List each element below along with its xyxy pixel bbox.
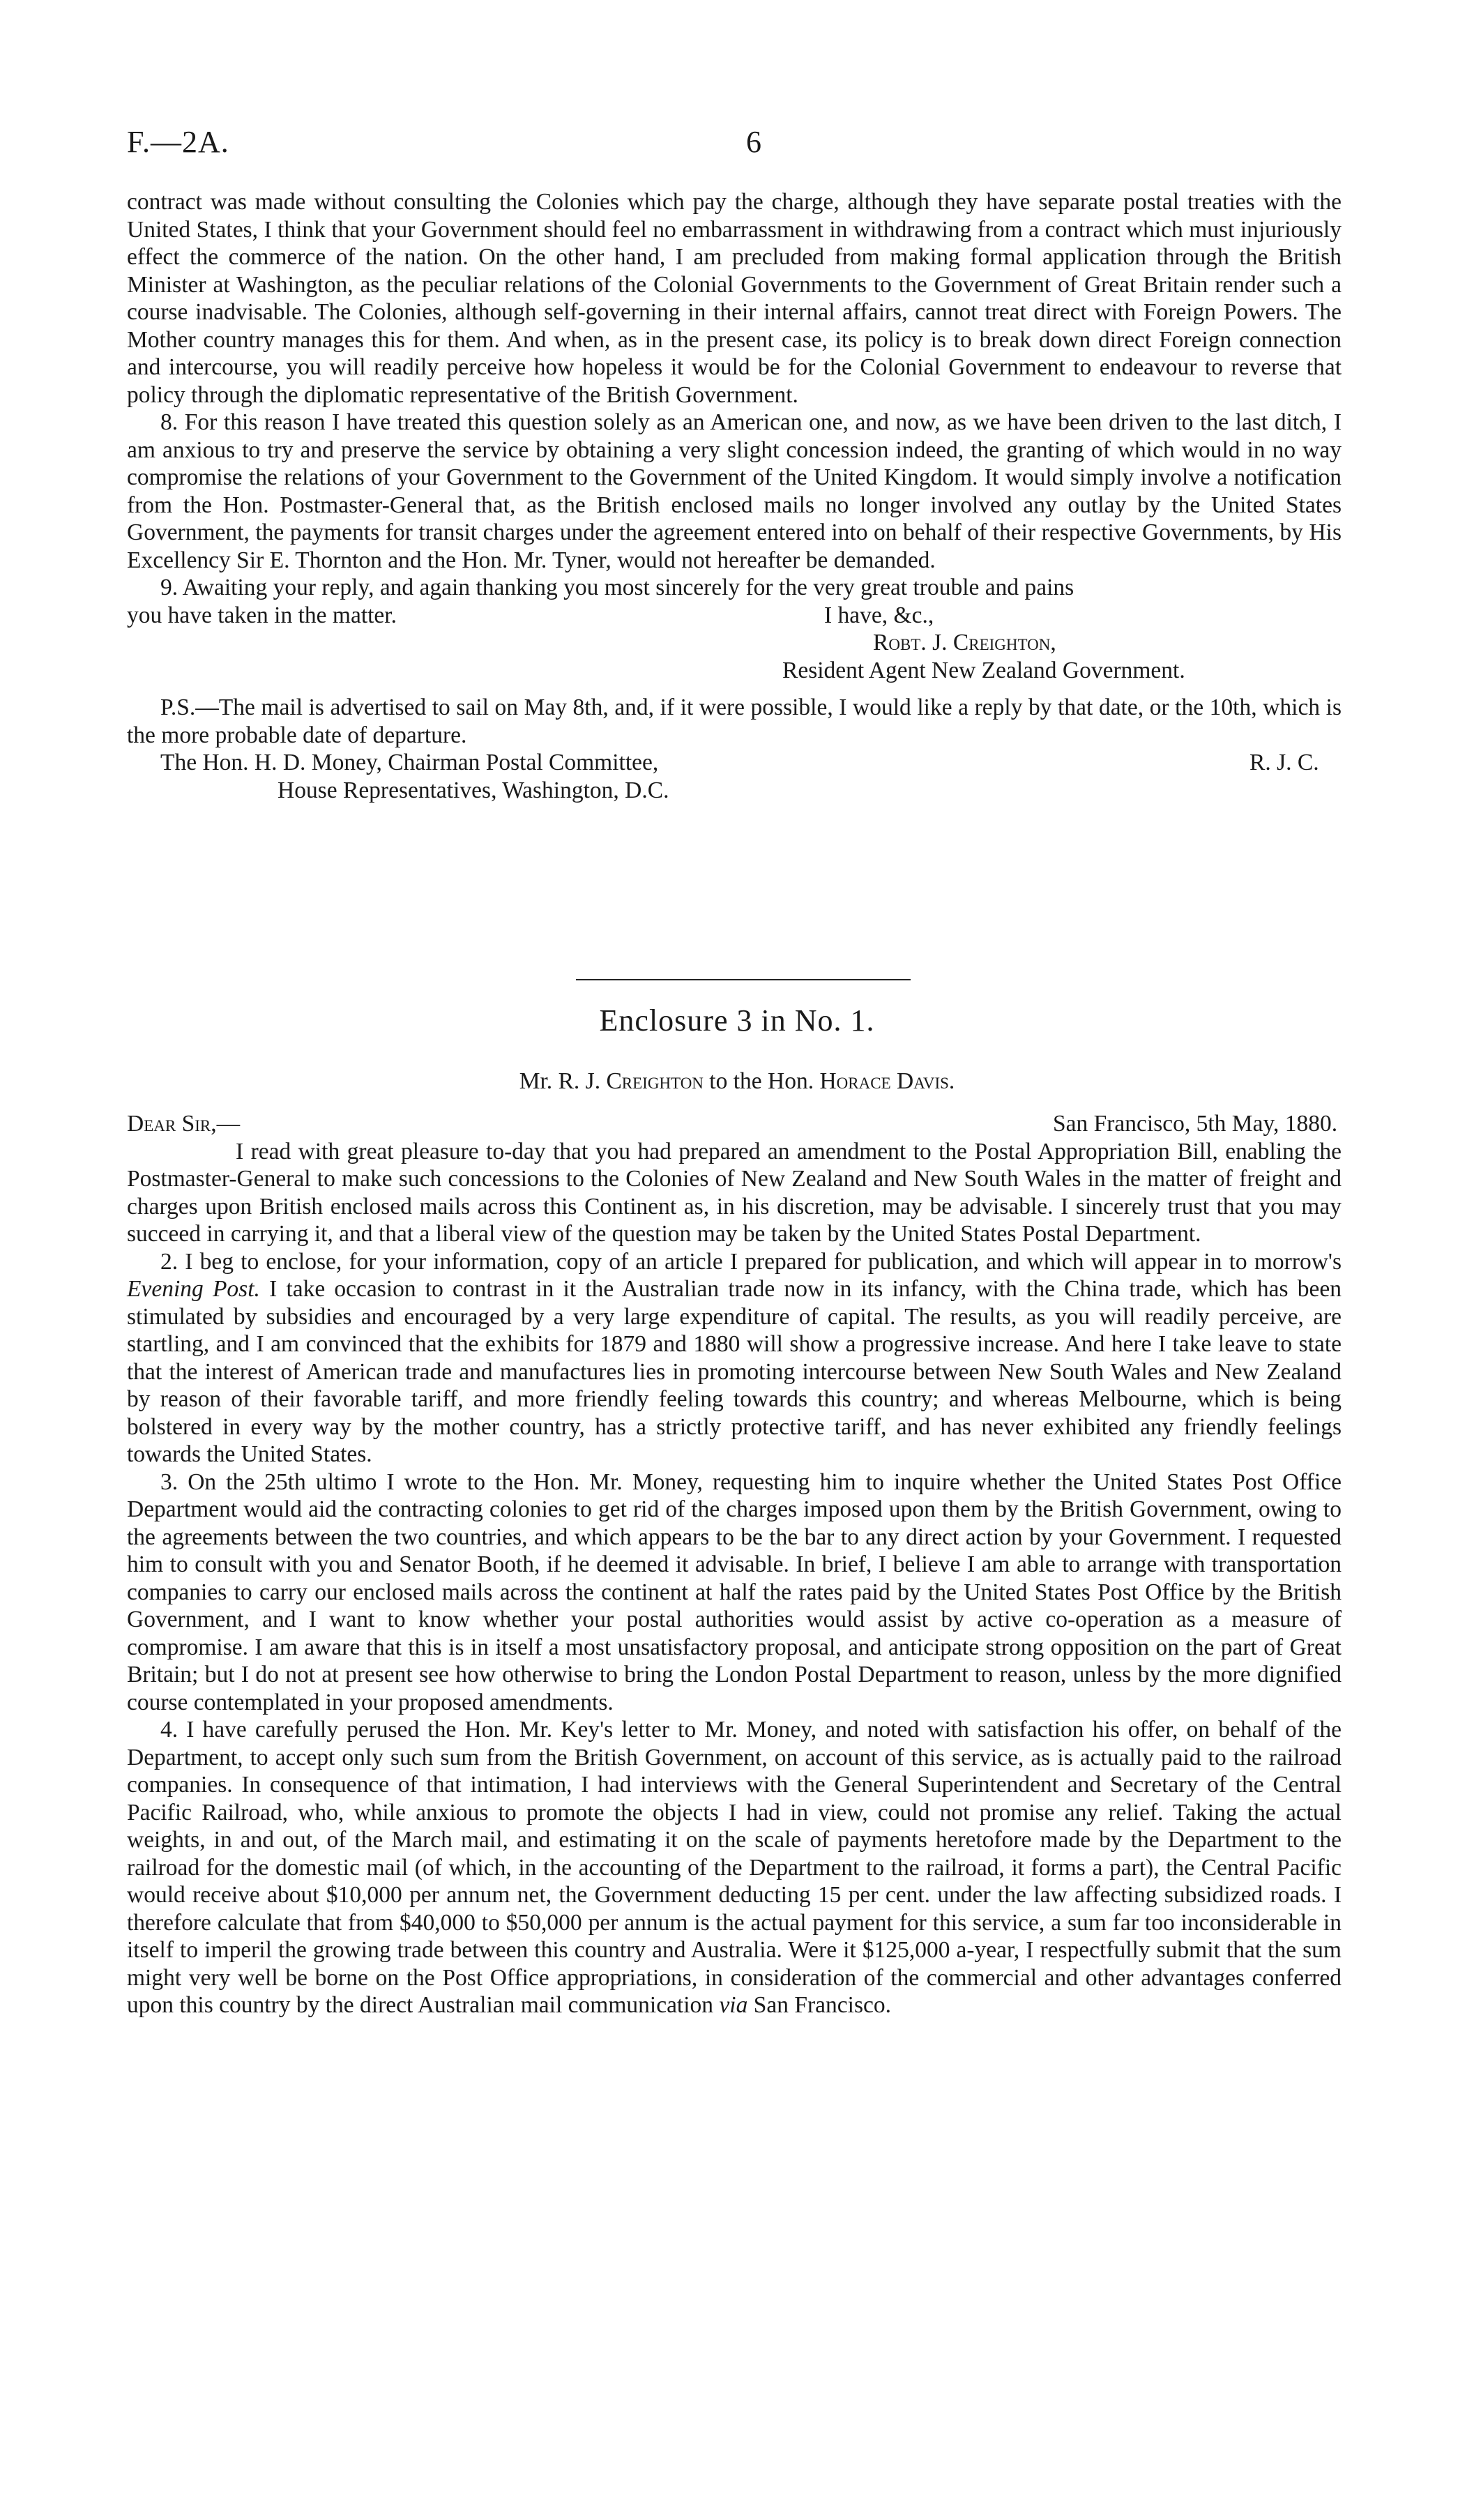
enclosure-title: Enclosure 3 in No. 1. [599, 1003, 875, 1038]
enclosure-subtitle: Mr. R. J. Creighton to the Hon. Horace Davis. [519, 1068, 955, 1094]
newspaper-name: Evening Post. [127, 1276, 260, 1302]
postscript: P.S.—The mail is advertised to sail on May 8th, and, if it were possible, I would like a reply by that date, or the 10th, which is the more probable date of departure. [127, 694, 1342, 748]
addressee-line2: House Representatives, Washington, D.C. [278, 777, 669, 803]
enclosure-paragraph-4: 4. I have carefully perused the Hon. Mr. Key's letter to Mr. Money, and noted with satisfaction his offer, on behalf of the Department, to accept only such sum from the British Government, on account of this service, as is actually paid to the railroad companies. In consequence of that intimation, I had interviews with the General Superintendent and Secretary of the Central Pacific Railroad, who, while anxious to promote the objects I had in view, could not promise any relief. Taking the actual weights, in and out, of the March mail, and estimating it on the scale of payments heretofore made by the Department to the railroad for the domestic mail (of which, in the accounting of the Department to the railroad, it forms a part), the Central Pacific would receive about $10,000 per annum net, the Government deducting 15 per cent. under the law affecting subsidized roads. I therefore calculate that from $40,000 to $50,000 per annum is the actual payment for this service, a sum far too inconsiderable in itself to imperil the growing trade between this country and Australia. Were it $125,000 a-year, I respectfully submit that the sum might very well be borne on the Post Office appropriations, in consideration of the commercial and other advantages conferred upon this country by the direct Australian mail communication via San Francisco. [127, 1717, 1342, 2018]
recipient-name: Horace Davis. [819, 1068, 955, 1094]
enclosure-paragraph-1: I read with great pleasure to-day that you had prepared an amendment to the Postal Appropriation Bill, enabling the Postmaster-General to make such concessions to the Colonies of New Zealand and New South Wales in the matter of freight and charges upon British enclosed mails across this Continent as, in his discretion, may be advisable. I sincerely trust that you may succeed in carrying it, and that a liberal view of the question may be taken by the United States Postal Department. [127, 1138, 1342, 1247]
section-divider [576, 979, 911, 980]
addressee-line2-row [127, 777, 1342, 805]
document-code: F.—2A. [127, 125, 229, 159]
paragraph-continuation: contract was made without consulting the Colonies which pay the charge, although they have separate postal treaties with the United States, I think that your Government should feel no embarrassment in withdrawing from a contract which must injuriously effect the commerce of the nation. On the other hand, I am precluded from making formal application through the British Minister at Washington, as the peculiar relations of the Colonial Governments to the Government of Great Britain render such a course inadvisable. The Colonies, although self-governing in their internal affairs, cannot treat direct with Foreign Powers. The Mother country manages this for them. And when, as in the present case, its policy is to break down direct Foreign connection and intercourse, you will readily perceive how hopeless it would be for the Colonial Government to endeavour to reverse that policy through the diplomatic representative of the British Government. [127, 189, 1342, 408]
page-header [127, 124, 1342, 166]
signature-title: Resident Agent New Zealand Government. [782, 657, 1185, 683]
paragraph-9-line1: 9. Awaiting your reply, and again thanking you most sincerely for the very great trouble and pains [160, 575, 1074, 600]
paragraph-9-closing [127, 602, 1342, 630]
salutation: Dear Sir,— [127, 1111, 241, 1137]
salutation-row [127, 1110, 1342, 1138]
signature-title-line [127, 657, 1342, 685]
paragraph-9-line2: you have taken in the matter. [127, 602, 397, 628]
addressee-line1-row [127, 749, 1342, 777]
enclosure-paragraph-3: 3. On the 25th ultimo I wrote to the Hon. Mr. Money, requesting him to inquire whether the United States Post Office Department would aid the contracting colonies to get rid of the charges imposed upon them by the British Government, owing to the agreements between the two countries, and which appears to be the bar to any direct action by your Government. I requested him to consult with you and Senator Booth, if he deemed it advisable. In brief, I believe I am able to arrange with transportation companies to carry our enclosed mails across the continent at half the rates paid by the United States Post Office by the British Government, and I want to know whether your postal authorities would assist by active co-operation as a measure of compromise. I am aware that this is in itself a most unsatisfactory proposal, and anticipate strong opposition on the part of Great Britain; but I do not at present see how otherwise to bring the London Postal Department to reason, unless by the more dignified course contemplated in your proposed amendments. [127, 1468, 1342, 1715]
enclosure-body [127, 1110, 1342, 2019]
enclosure-paragraph-2: 2. I beg to enclose, for your information, copy of an article I prepared for publication, and which will appear in to morrow's Evening Post. I take occasion to contrast in it the Australian trade now in its infancy, with the China trade, which has been stimulated by subsidies and encouraged by a very large expenditure of capital. The results, as you will readily perceive, are startling, and I am convinced that the exhibits for 1879 and 1880 will show a progressive increase. And here I take leave to state that the interest of American trade and manufactures lies in promoting intercourse between New South Wales and New Zealand by reason of their favorable tariff, and more friendly feeling towards this country; and whereas Melbourne, which is being bolstered in every way by the mother country, has a strictly protective tariff, and has never exhibited any friendly feelings towards the United States. [127, 1248, 1342, 1467]
signature: Robt. J. Creighton, [873, 630, 1056, 655]
place-date: San Francisco, 5th May, 1880. [1053, 1111, 1338, 1137]
paragraph-8: 8. For this reason I have treated this question solely as an American one, and now, as we have been driven to the last ditch, I am anxious to try and preserve the service by obtaining a very slight concession indeed, the granting of which would in no way compromise the relations of your Government to the Government of the United Kingdom. It would simply involve a notification from the Hon. Postmaster-General that, as the British enclosed mails no longer involved any outlay by the United States Government, the payments for transit charges under the agreement entered into on behalf of their respective Governments, by His Excellency Sir E. Thornton and the Hon. Mr. Tyner, would not hereafter be demanded. [127, 409, 1342, 573]
signature-line [127, 629, 1342, 657]
page-number: 6 [746, 125, 761, 159]
addressee-line1: The Hon. H. D. Money, Chairman Postal Committee, [160, 750, 659, 775]
closing: I have, &c., [824, 602, 934, 628]
initials: R. J. C. [1249, 750, 1319, 775]
letter-body [127, 188, 1342, 804]
sender-name: R. J. Creighton [558, 1068, 704, 1094]
